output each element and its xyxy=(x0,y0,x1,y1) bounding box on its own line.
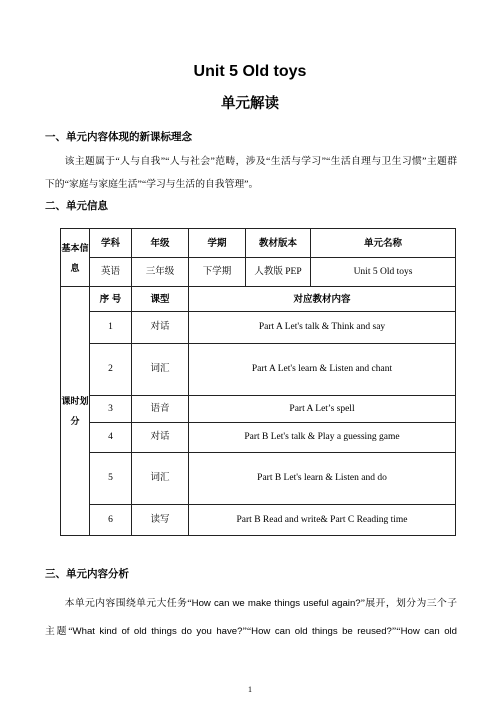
lesson-number: 1 xyxy=(90,312,132,344)
table-row xyxy=(61,505,456,536)
section-heading-unit-info: 二、单元信息 xyxy=(45,200,108,212)
header-subject: 学科 xyxy=(90,229,132,258)
lesson-content: Part A Let’s spell xyxy=(189,396,456,423)
table-row xyxy=(61,312,456,344)
subtopic-question-3: How can old xyxy=(400,626,457,637)
section-heading-content-analysis: 三、单元内容分析 xyxy=(45,568,129,580)
table-row xyxy=(61,453,456,505)
header-lesson-type: 课型 xyxy=(132,287,189,312)
lesson-number: 3 xyxy=(90,396,132,423)
quote-marks: ”“ xyxy=(242,626,252,637)
lesson-type: 对话 xyxy=(132,423,189,453)
lesson-number: 5 xyxy=(90,453,132,505)
subtopic-question-1: What kind of old things do you have? xyxy=(72,626,243,637)
lesson-number: 2 xyxy=(90,344,132,396)
lesson-content: Part A Let's talk & Think and say xyxy=(189,312,456,344)
lesson-type: 对话 xyxy=(132,312,189,344)
value-subject: 英语 xyxy=(90,258,132,287)
header-semester: 学期 xyxy=(189,229,246,258)
header-textbook-content: 对应教材内容 xyxy=(189,287,456,312)
unit-info-table xyxy=(60,228,456,536)
value-semester: 下学期 xyxy=(189,258,246,287)
lesson-content: Part B Let's learn & Listen and do xyxy=(189,453,456,505)
header-lesson-number: 序 号 xyxy=(90,287,132,312)
lesson-plan-header-row xyxy=(61,287,456,312)
table-row xyxy=(61,423,456,453)
content-analysis-paragraph xyxy=(45,590,457,646)
section-heading-curriculum-concept: 一、单元内容体现的新课标理念 xyxy=(45,131,192,143)
paragraph-line: 该主题属于“人与自我”“人与社会”范畴，涉及“生活与学习”“生活自理与卫生习惯”主题群 xyxy=(64,156,457,167)
connector-text: 主题“ xyxy=(45,626,73,637)
value-textbook-edition: 人教版 PEP xyxy=(246,258,311,287)
big-task-question: How can we make things useful again? xyxy=(191,598,361,609)
paragraph-line xyxy=(45,618,457,646)
lesson-type: 词汇 xyxy=(132,453,189,505)
lesson-number: 4 xyxy=(90,423,132,453)
table-row xyxy=(61,396,456,423)
paragraph-line xyxy=(45,590,457,618)
curriculum-concept-paragraph xyxy=(45,150,457,196)
header-unit-name: 单元名称 xyxy=(311,229,456,258)
lesson-content: Part B Let's talk & Play a guessing game xyxy=(189,423,456,453)
header-grade: 年级 xyxy=(132,229,189,258)
quote-marks: ”“ xyxy=(391,626,401,637)
document-title: Unit 5 Old toys xyxy=(193,63,307,80)
value-unit-name: Unit 5 Old toys xyxy=(311,258,456,287)
intro-text: 本单元内容围绕单元大任务“ xyxy=(64,598,192,609)
paragraph-line: 下的“家庭与家庭生活”“学习与生活的自我管理”。 xyxy=(45,179,259,190)
page-number: 1 xyxy=(248,685,252,694)
document-subtitle: 单元解读 xyxy=(221,96,279,112)
subtopic-question-2: How can old things be reused? xyxy=(251,626,392,637)
lesson-type: 语音 xyxy=(132,396,189,423)
lesson-plan-label: 课时划分 xyxy=(61,287,90,536)
lesson-content: Part B Read and write& Part C Reading time xyxy=(189,505,456,536)
value-grade: 三年级 xyxy=(132,258,189,287)
connector-text: ”展开，划分为三个子 xyxy=(360,598,457,609)
table-row xyxy=(61,344,456,396)
lesson-type: 词汇 xyxy=(132,344,189,396)
basic-info-value-row xyxy=(61,258,456,287)
basic-info-label: 基本信息 xyxy=(61,229,90,287)
lesson-number: 6 xyxy=(90,505,132,536)
lesson-type: 读写 xyxy=(132,505,189,536)
lesson-content: Part A Let's learn & Listen and chant xyxy=(189,344,456,396)
header-textbook-edition: 教材版本 xyxy=(246,229,311,258)
basic-info-header-row xyxy=(61,229,456,258)
